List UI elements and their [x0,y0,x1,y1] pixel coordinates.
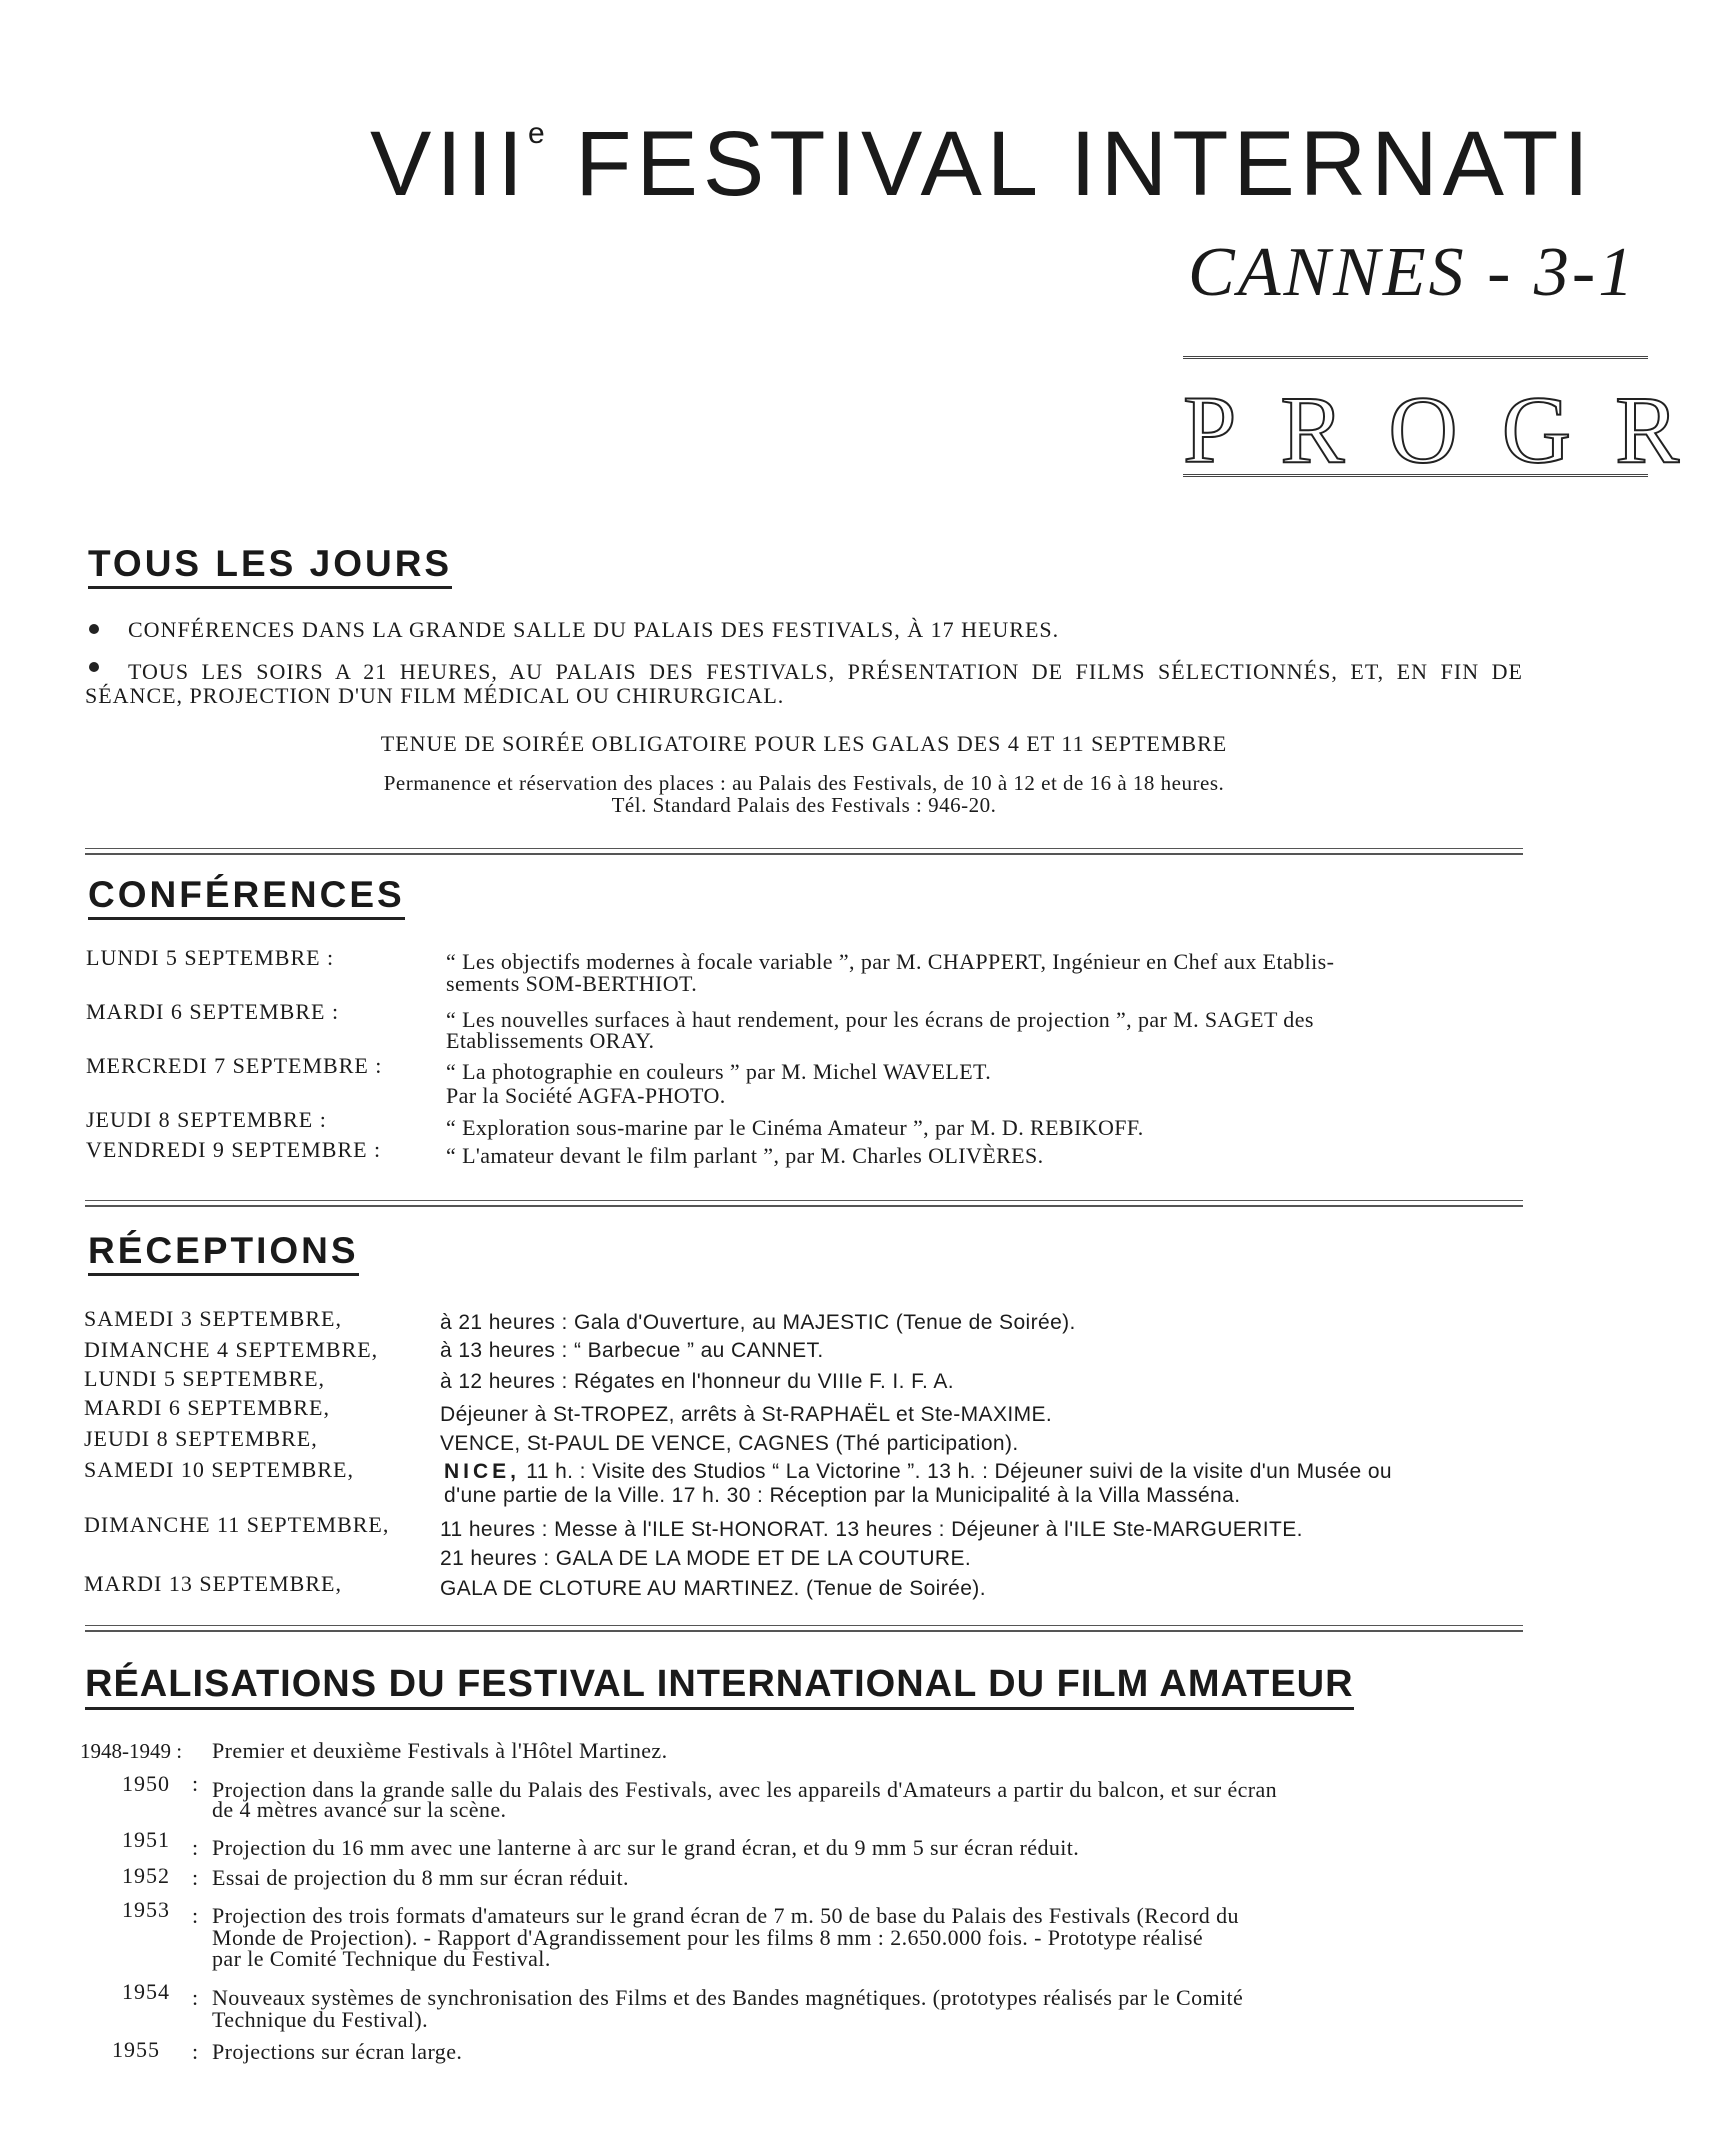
reception-city: NICE, [444,1460,521,1483]
reception-desc: à 21 heures : Gala d'Ouverture, au MAJESTIC (Tenue de Soirée). [440,1311,1076,1334]
reception-desc: GALA DE CLOTURE AU MARTINEZ. (Tenue de Soirée). [440,1577,986,1600]
festival-subtitle: CANNES - 3-1 [1188,234,1637,311]
reception-date: SAMEDI 3 SEPTEMBRE, [84,1306,342,1331]
realisation-year: 1953 [122,1897,170,1922]
realisation-year: 1948-1949 : [80,1739,183,1763]
realisation-colon: : [192,1865,199,1890]
reception-date: MARDI 13 SEPTEMBRE, [84,1571,342,1596]
conference-desc-cont: Etablissements ORAY. [446,1028,655,1053]
realisations-heading: RÉALISATIONS DU FESTIVAL INTERNATIONAL DU FILM AMATEUR [85,1665,1354,1710]
reception-date: DIMANCHE 11 SEPTEMBRE, [84,1512,390,1537]
conference-desc: “ Les objectifs modernes à focale variable ”, par M. CHAPPERT, Ingénieur en Chef aux Etablis- [446,949,1335,974]
realisation-text: Projection du 16 mm avec une lanterne à arc sur le grand écran, et du 9 mm 5 sur écran réduit. [212,1835,1080,1860]
title-superscript: e [528,117,545,150]
realisation-year: 1952 [122,1863,170,1888]
daily-item-1: CONFÉRENCES DANS LA GRANDE SALLE DU PALAIS DES FESTIVALS, À 17 HEURES. [128,617,1060,642]
conferences-heading: CONFÉRENCES [88,876,405,920]
reception-date: DIMANCHE 4 SEPTEMBRE, [84,1337,379,1362]
realisation-text: Essai de projection du 8 mm sur écran réduit. [212,1865,629,1890]
realisation-text: Premier et deuxième Festivals à l'Hôtel Martinez. [212,1738,668,1763]
reception-desc: à 12 heures : Régates en l'honneur du VIIIe F. I. F. A. [440,1370,954,1393]
header-rule-bottom [1183,474,1648,477]
realisation-text: par le Comité Technique du Festival. [212,1946,551,1971]
realisation-text: Monde de Projection). - Rapport d'Agrandissement pour les films 8 mm : 2.650.000 fois. - Prototype réalisé [212,1925,1203,1950]
realisation-text: Technique du Festival). [212,2007,428,2032]
reception-date: JEUDI 8 SEPTEMBRE, [84,1426,318,1451]
realisation-colon: : [192,1985,199,2010]
realisation-text: Projection dans la grande salle du Palais des Festivals, avec les appareils d'Amateurs a partir du balcon, et sur écran [212,1777,1278,1802]
realisation-text: Projections sur écran large. [212,2039,463,2064]
conference-desc: “ Les nouvelles surfaces à haut rendement, pour les écrans de projection ”, par M. SAGET des [446,1007,1314,1032]
dress-code-notice: TENUE DE SOIRÉE OBLIGATOIRE POUR LES GALAS DES 4 ET 11 SEPTEMBRE [380,731,1228,756]
realisation-text: de 4 mètres avancé sur la scène. [212,1797,507,1822]
receptions-heading: RÉCEPTIONS [88,1232,359,1276]
conference-date: JEUDI 8 SEPTEMBRE : [86,1107,327,1132]
reception-desc-cont: d'une partie de la Ville. 17 h. 30 : Réception par la Municipalité à la Villa Masséna. [444,1484,1241,1507]
reception-desc-cont: 21 heures : GALA DE LA MODE ET DE LA COUTURE. [440,1547,972,1570]
realisation-colon: : [192,1771,199,1796]
realisation-year: 1954 [122,1979,170,2004]
conference-desc-cont: sements SOM-BERTHIOT. [446,971,698,996]
section-divider [85,1200,1523,1207]
reception-date: MARDI 6 SEPTEMBRE, [84,1395,330,1420]
conference-date: MERCREDI 7 SEPTEMBRE : [86,1053,383,1078]
permanence-info: Permanence et réservation des places : au Palais des Festivals, de 10 à 12 et de 16 à 18 heures. [383,771,1225,795]
realisation-colon: : [192,2039,199,2064]
reception-desc: 11 heures : Messe à l'ILE St-HONORAT. 13 heures : Déjeuner à l'ILE Ste-MARGUERITE. [440,1518,1303,1541]
conference-desc: “ L'amateur devant le film parlant ”, par M. Charles OLIVÈRES. [446,1143,1044,1168]
realisation-year: 1951 [122,1827,170,1852]
program-heading: PROGR [1183,376,1723,483]
reception-desc: Déjeuner à St-TROPEZ, arrêts à St-RAPHAËL et Ste-MAXIME. [440,1403,1053,1426]
conference-desc: “ La photographie en couleurs ” par M. Michel WAVELET. [446,1059,992,1084]
title-text: FESTIVAL INTERNATI [544,113,1594,215]
reception-date: LUNDI 5 SEPTEMBRE, [84,1366,326,1391]
telephone-info: Tél. Standard Palais des Festivals : 946-20. [611,793,997,817]
header-rule-top [1183,356,1648,359]
conference-desc-cont: Par la Société AGFA-PHOTO. [446,1083,726,1108]
reception-desc: à 13 heures : “ Barbecue ” au CANNET. [440,1339,824,1362]
realisation-year: 1950 [122,1771,170,1796]
conference-date: VENDREDI 9 SEPTEMBRE : [86,1137,382,1162]
section-divider [85,848,1523,855]
conference-date: LUNDI 5 SEPTEMBRE : [86,945,335,970]
realisation-year: 1955 [112,2037,160,2062]
reception-desc: VENCE, St-PAUL DE VENCE, CAGNES (Thé participation). [440,1432,1019,1455]
daily-item-2: TOUS LES SOIRS A 21 HEURES, AU PALAIS DES FESTIVALS, PRÉSENTATION DE FILMS SÉLECTIONNÉS, ET, EN FIN DE SÉANCE, PROJECTION D'UN FILM MÉDICAL OU CHIRURGICAL. [85,659,1523,708]
title-roman-numeral: VIII [370,113,529,215]
tous-les-jours-heading: TOUS LES JOURS [88,545,452,589]
realisation-colon: : [192,1903,199,1928]
realisation-text: Projection des trois formats d'amateurs sur le grand écran de 7 m. 50 de base du Palais des Festivals (Record du [212,1903,1239,1928]
section-divider [85,1625,1523,1632]
reception-date: SAMEDI 10 SEPTEMBRE, [84,1457,354,1482]
conference-date: MARDI 6 SEPTEMBRE : [86,999,340,1024]
realisation-colon: : [192,1835,199,1860]
bullet-icon [89,624,99,634]
realisation-text: Nouveaux systèmes de synchronisation des Films et des Bandes magnétiques. (prototypes réalisés par le Comité [212,1985,1244,2010]
reception-desc: NICE, 11 h. : Visite des Studios “ La Victorine ”. 13 h. : Déjeuner suivi de la visite d'un Musée ou [444,1460,1393,1483]
festival-title [370,113,1594,215]
conference-desc: “ Exploration sous-marine par le Cinéma Amateur ”, par M. D. REBIKOFF. [446,1115,1144,1140]
